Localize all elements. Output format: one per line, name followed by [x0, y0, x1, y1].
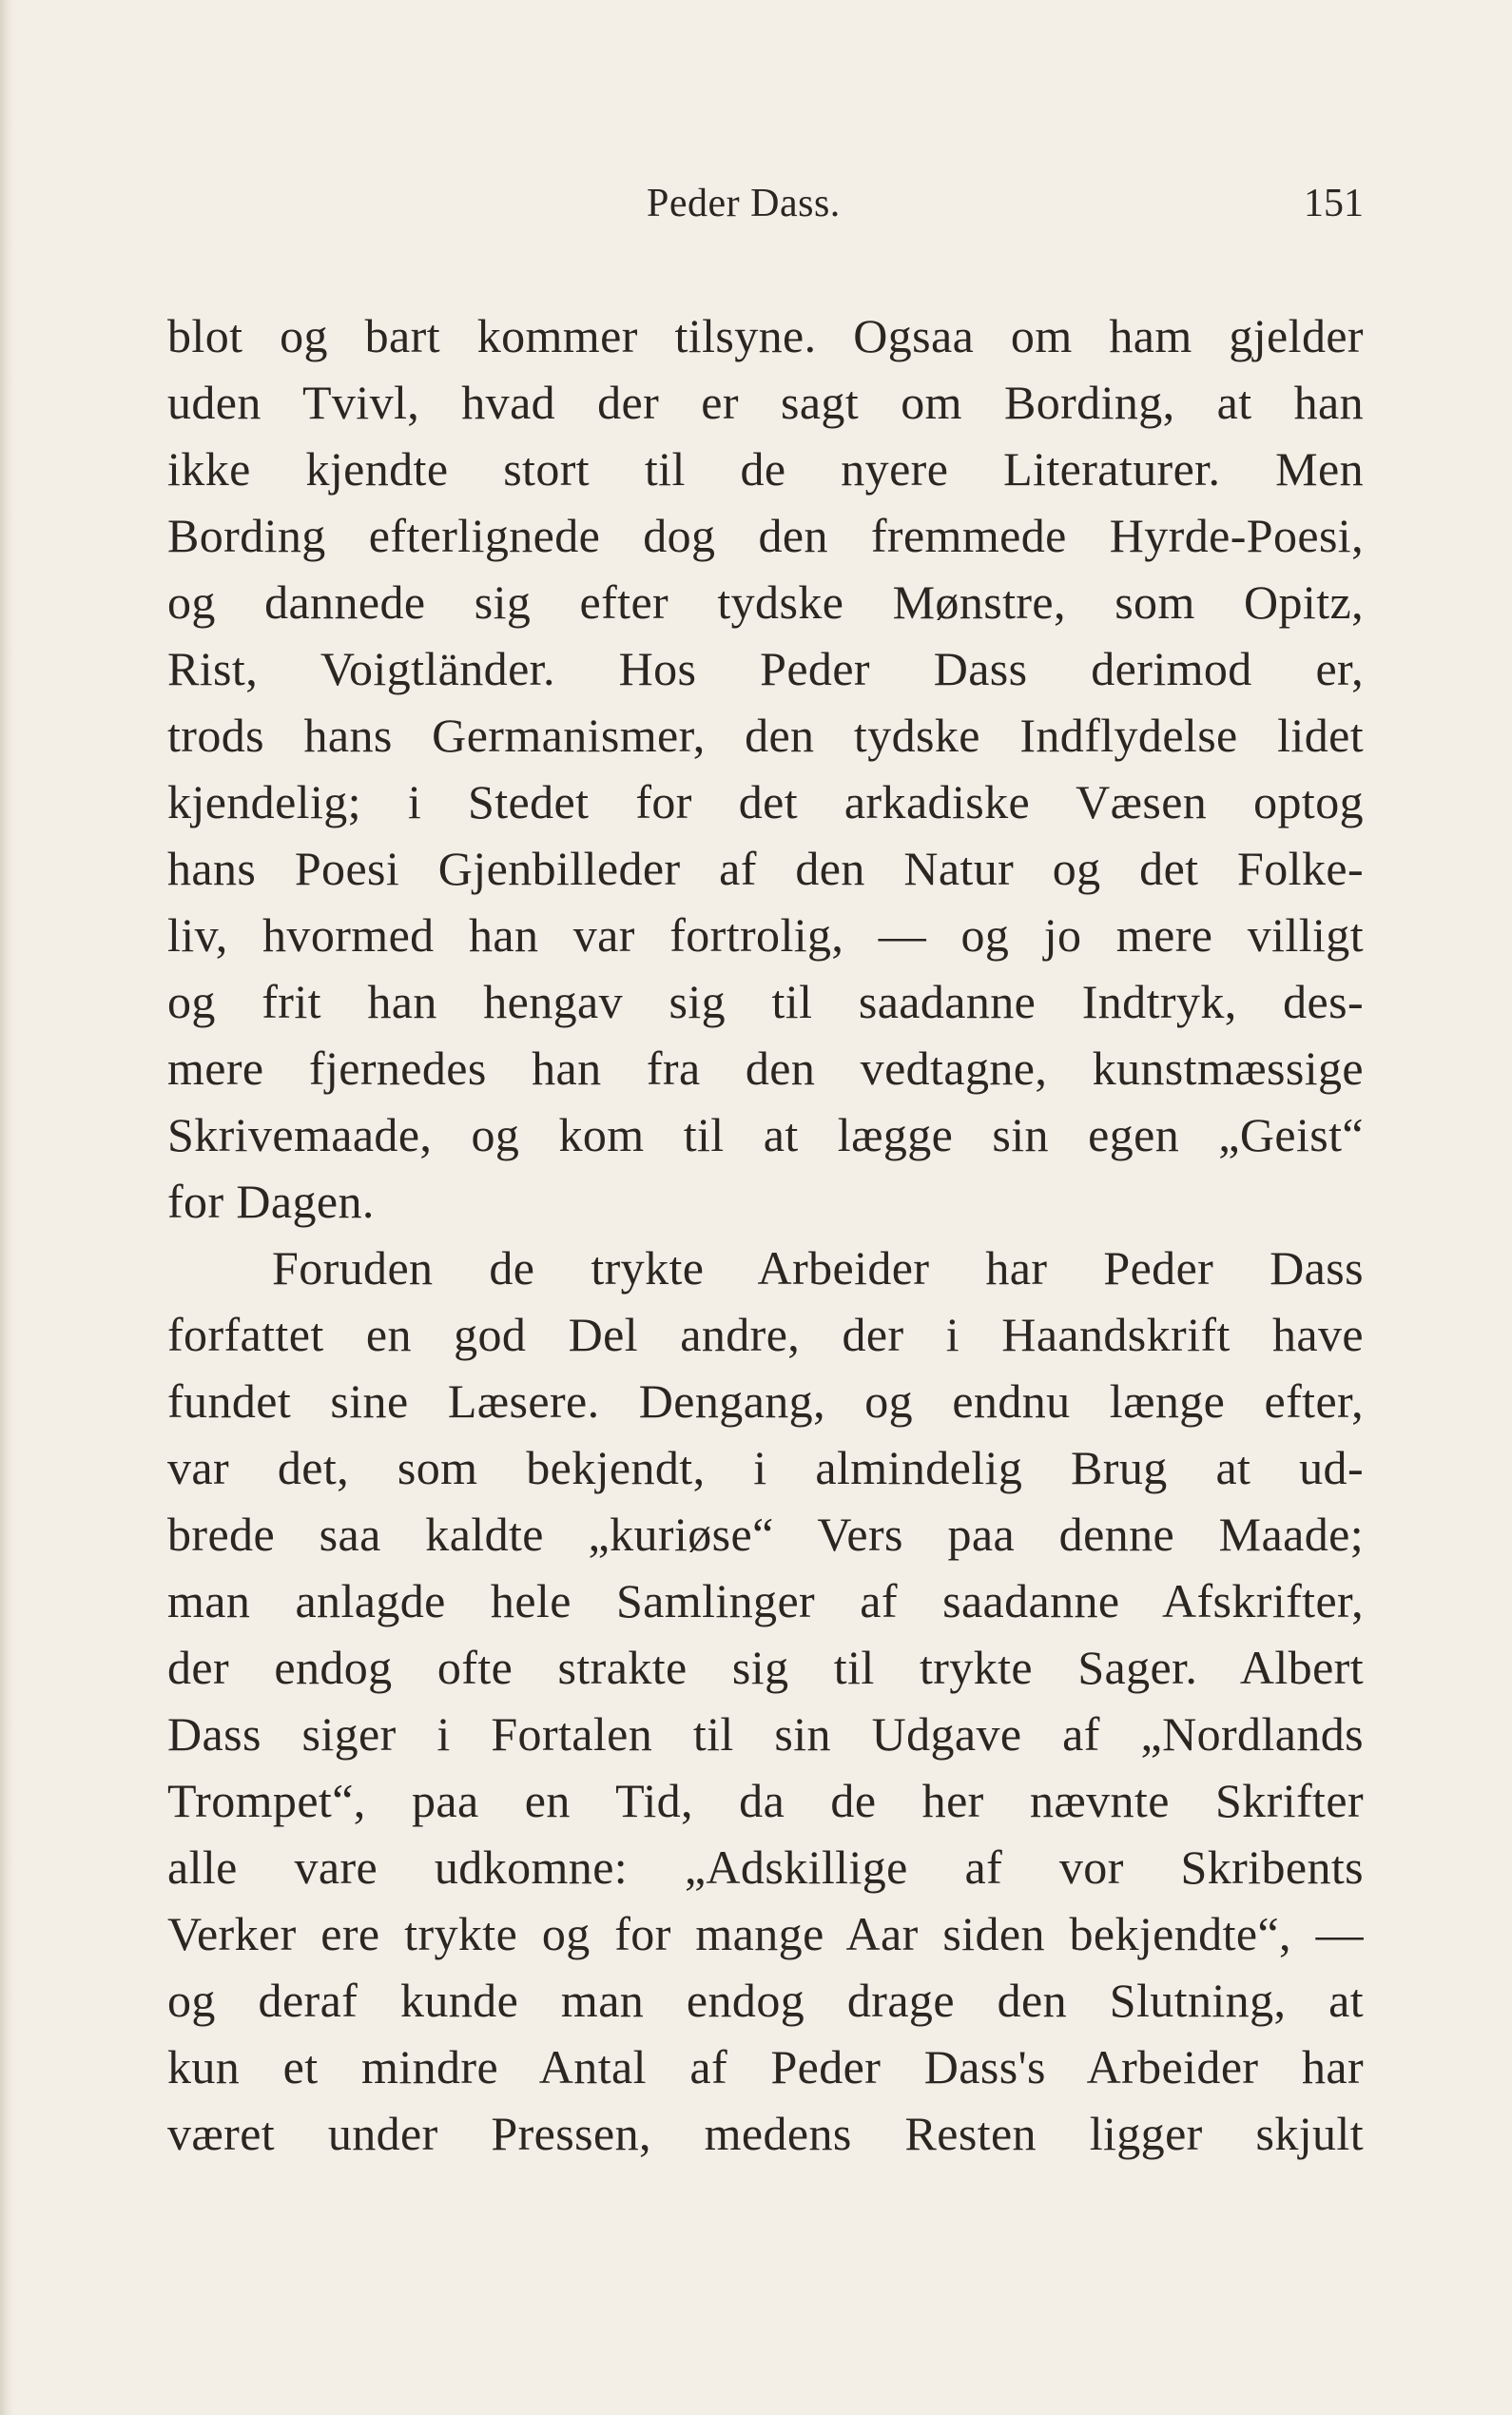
running-head [167, 181, 1364, 238]
text-line: Skrivemaade, og kom til at lægge sin egen „Geist“ [167, 1108, 1364, 1161]
text-line: trods hans Germanismer, den tydske Indflydelse lidet [167, 709, 1364, 762]
text-line: brede saa kaldte „kuriøse“ Vers paa denne Maade; [167, 1508, 1364, 1561]
text-line: kun et mindre Antal af Peder Dass's Arbeider har [167, 2040, 1364, 2094]
text-line: Verker ere trykte og for mange Aar siden bekjendte“, — [167, 1907, 1364, 1960]
page-edge [0, 0, 13, 2415]
text-line: man anlagde hele Samlinger af saadanne Afskrifter, [167, 1574, 1364, 1627]
paragraph-first-line: Foruden de trykte Arbeider har Peder Dass [272, 1241, 1364, 1295]
text-line: uden Tvivl, hvad der er sagt om Bording, at han [167, 376, 1364, 429]
page-number: 151 [1304, 182, 1364, 225]
running-title: Peder Dass. [647, 182, 841, 225]
text-line: kjendelig; i Stedet for det arkadiske Væsen optog [167, 775, 1364, 828]
text-line: blot og bart kommer tilsyne. Ogsaa om ham gjelder [167, 309, 1364, 362]
text-line: Bording efterlignede dog den fremmede Hyrde-Poesi, [167, 509, 1364, 562]
text-line: der endog ofte strakte sig til trykte Sager. Albert [167, 1641, 1364, 1694]
text-line: alle vare udkomne: „Adskillige af vor Skribents [167, 1840, 1364, 1894]
text-line: liv, hvormed han var fortrolig, — og jo mere villigt [167, 908, 1364, 962]
text-line: Dass siger i Fortalen til sin Udgave af „Nordlands [167, 1707, 1364, 1761]
text-line: for Dagen. [167, 1175, 375, 1228]
text-line: Rist, Voigtländer. Hos Peder Dass derimod er, [167, 642, 1364, 695]
text-line: og deraf kunde man endog drage den Slutning, at [167, 1974, 1364, 2027]
text-line: var det, som bekjendt, i almindelig Brug at ud- [167, 1441, 1364, 1494]
text-line: fundet sine Læsere. Dengang, og endnu længe efter, [167, 1374, 1364, 1428]
text-line: været under Pressen, medens Resten ligger skjult [167, 2107, 1364, 2160]
body-text [167, 302, 1364, 2167]
text-line: og dannede sig efter tydske Mønstre, som Opitz, [167, 575, 1364, 629]
text-line: forfattet en god Del andre, der i Haandskrift have [167, 1308, 1364, 1361]
text-line: mere fjernedes han fra den vedtagne, kunstmæssige [167, 1042, 1364, 1095]
text-line: ikke kjendte stort til de nyere Literaturer. Men [167, 442, 1364, 496]
text-line: og frit han hengav sig til saadanne Indtryk, des- [167, 975, 1364, 1028]
text-line: Trompet“, paa en Tid, da de her nævnte Skrifter [167, 1774, 1364, 1827]
text-line: hans Poesi Gjenbilleder af den Natur og det Folke- [167, 842, 1364, 895]
